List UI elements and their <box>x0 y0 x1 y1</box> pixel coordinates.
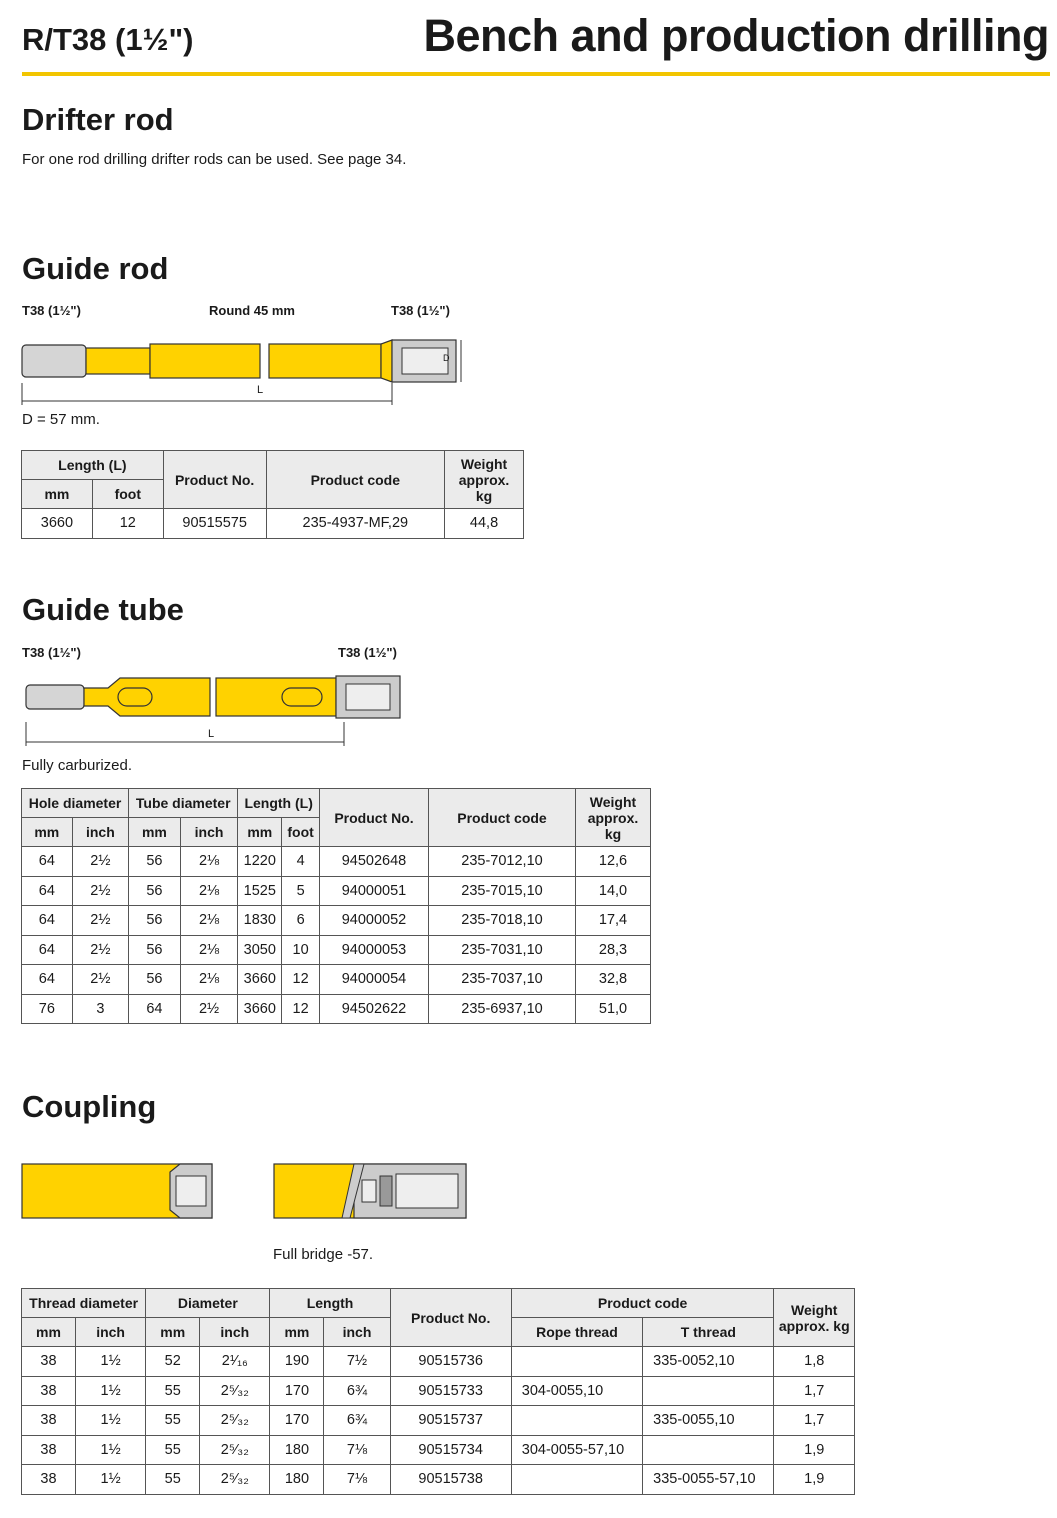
th-length: Length <box>270 1289 390 1318</box>
table-cell: 90515734 <box>390 1435 511 1465</box>
table-cell: 17,4 <box>576 906 651 936</box>
table-cell: 304-0055-57,10 <box>511 1435 642 1465</box>
table-cell: 1½ <box>75 1465 145 1495</box>
table-cell: 38 <box>22 1406 76 1436</box>
table-cell: 2⁵⁄₃₂ <box>200 1406 270 1436</box>
table-cell: 235-7012,10 <box>429 847 576 877</box>
table-cell: 304-0055,10 <box>511 1376 642 1406</box>
table-row <box>22 1347 855 1377</box>
table-cell: 170 <box>270 1376 324 1406</box>
table-row <box>22 906 651 936</box>
th-inch: inch <box>324 1318 390 1347</box>
th-weight: Weight approx. kg <box>445 451 524 509</box>
th-mm: mm <box>22 480 93 509</box>
table-cell: 2⁵⁄₃₂ <box>200 1376 270 1406</box>
table-cell: 55 <box>146 1435 200 1465</box>
table-cell: 6 <box>282 906 320 936</box>
coupling-heading: Coupling <box>22 1089 157 1124</box>
table-cell: 90515738 <box>390 1465 511 1495</box>
table-cell: 64 <box>129 994 181 1024</box>
th-mm: mm <box>22 1318 76 1347</box>
th-mm: mm <box>129 818 181 847</box>
guide-rod-drawing <box>20 335 480 410</box>
table-cell: 94000054 <box>320 965 429 995</box>
table-cell: 335-0055,10 <box>643 1406 774 1436</box>
guide-tube-note: Fully carburized. <box>22 757 133 774</box>
table-cell: 335-0052,10 <box>643 1347 774 1377</box>
table-row <box>22 935 651 965</box>
guide-rod-label-mid: Round 45 mm <box>209 303 295 318</box>
table-cell: 12 <box>282 965 320 995</box>
table-cell: 235-7018,10 <box>429 906 576 936</box>
cell-product-code: 235-4937-MF,29 <box>266 509 444 539</box>
guide-tube-label-right: T38 (1½") <box>338 645 397 660</box>
guide-rod-label-left: T38 (1½") <box>22 303 81 318</box>
table-row <box>22 1376 855 1406</box>
th-diameter: Diameter <box>146 1289 270 1318</box>
table-cell: 1,7 <box>774 1376 855 1406</box>
table-cell: 2½ <box>72 847 128 877</box>
table-cell: 2⅛ <box>180 965 238 995</box>
table-cell: 2½ <box>180 994 238 1024</box>
coupling-rope-thread-drawing <box>20 1160 216 1224</box>
cell-product-no: 90515575 <box>163 509 266 539</box>
table-cell: 56 <box>129 876 181 906</box>
table-cell: 1,9 <box>774 1435 855 1465</box>
th-thread-diameter: Thread diameter <box>22 1289 146 1318</box>
drifter-rod-heading: Drifter rod <box>22 102 174 137</box>
table-cell: 38 <box>22 1465 76 1495</box>
table-cell: 2⁵⁄₃₂ <box>200 1465 270 1495</box>
table-cell: 235-7031,10 <box>429 935 576 965</box>
table-cell: 55 <box>146 1465 200 1495</box>
table-cell: 55 <box>146 1406 200 1436</box>
table-cell: 64 <box>22 935 73 965</box>
table-cell: 14,0 <box>576 876 651 906</box>
table-cell: 10 <box>282 935 320 965</box>
table-cell: 64 <box>22 906 73 936</box>
table-cell: 90515737 <box>390 1406 511 1436</box>
table-cell: 6¾ <box>324 1376 390 1406</box>
th-product-code: Product code <box>429 789 576 847</box>
table-cell: 94000051 <box>320 876 429 906</box>
table-cell: 28,3 <box>576 935 651 965</box>
table-cell: 1220 <box>238 847 282 877</box>
guide-tube-dim-l: L <box>208 728 215 740</box>
table-cell: 190 <box>270 1347 324 1377</box>
table-row <box>22 876 651 906</box>
table-cell: 1,7 <box>774 1406 855 1436</box>
table-cell: 2⁵⁄₃₂ <box>200 1435 270 1465</box>
table-row <box>22 1406 855 1436</box>
table-cell: 2⅛ <box>180 935 238 965</box>
th-foot: foot <box>92 480 163 509</box>
table-cell: 2⅛ <box>180 906 238 936</box>
table-cell <box>643 1376 774 1406</box>
th-rope-thread: Rope thread <box>511 1318 642 1347</box>
table-row <box>22 965 651 995</box>
cell-weight: 44,8 <box>445 509 524 539</box>
th-mm: mm <box>22 818 73 847</box>
table-cell: 90515736 <box>390 1347 511 1377</box>
table-cell: 94000053 <box>320 935 429 965</box>
th-product-code: Product code <box>266 451 444 509</box>
th-foot: foot <box>282 818 320 847</box>
table-cell: 3050 <box>238 935 282 965</box>
guide-tube-heading: Guide tube <box>22 592 184 627</box>
table-cell: 1,8 <box>774 1347 855 1377</box>
table-cell: 1830 <box>238 906 282 936</box>
table-cell: 56 <box>129 906 181 936</box>
coupling-t-thread-drawing <box>272 1160 472 1224</box>
th-length: Length (L) <box>238 789 320 818</box>
table-cell: 235-7015,10 <box>429 876 576 906</box>
table-cell: 335-0055-57,10 <box>643 1465 774 1495</box>
table-cell: 55 <box>146 1376 200 1406</box>
th-mm: mm <box>146 1318 200 1347</box>
table-cell: 2⅛ <box>180 847 238 877</box>
drifter-rod-text: For one rod drilling drifter rods can be used. See page 34. <box>22 151 407 168</box>
guide-tube-drawing <box>20 672 410 752</box>
guide-rod-table <box>21 450 524 539</box>
th-length: Length (L) <box>22 451 164 480</box>
table-cell <box>511 1347 642 1377</box>
guide-tube-label-left: T38 (1½") <box>22 645 81 660</box>
table-row <box>22 994 651 1024</box>
table-cell: 7½ <box>324 1347 390 1377</box>
th-product-no: Product No. <box>320 789 429 847</box>
table-cell <box>511 1465 642 1495</box>
table-cell: 56 <box>129 847 181 877</box>
table-cell: 1½ <box>75 1347 145 1377</box>
table-cell: 235-7037,10 <box>429 965 576 995</box>
table-cell: 3660 <box>238 965 282 995</box>
table-cell: 180 <box>270 1465 324 1495</box>
table-cell: 3 <box>72 994 128 1024</box>
table-cell: 52 <box>146 1347 200 1377</box>
th-product-no: Product No. <box>163 451 266 509</box>
table-cell: 12,6 <box>576 847 651 877</box>
table-cell: 1½ <box>75 1376 145 1406</box>
guide-rod-heading: Guide rod <box>22 251 169 286</box>
th-weight: Weight approx. kg <box>774 1289 855 1347</box>
table-row <box>22 1435 855 1465</box>
coupling-note: Full bridge -57. <box>273 1246 374 1263</box>
th-product-code: Product code <box>511 1289 774 1318</box>
th-weight: Weight approx. kg <box>576 789 651 847</box>
table-cell: 64 <box>22 847 73 877</box>
guide-rod-dim-d: D <box>443 353 450 363</box>
table-cell: 7⅛ <box>324 1465 390 1495</box>
table-cell: 1525 <box>238 876 282 906</box>
table-cell: 235-6937,10 <box>429 994 576 1024</box>
table-cell: 76 <box>22 994 73 1024</box>
guide-rod-note: D = 57 mm. <box>22 411 100 428</box>
page-section-label: R/T38 (1½") <box>22 22 194 57</box>
table-cell: 32,8 <box>576 965 651 995</box>
table-cell: 1,9 <box>774 1465 855 1495</box>
table-cell: 2¹⁄₁₆ <box>200 1347 270 1377</box>
cell-mm: 3660 <box>22 509 93 539</box>
table-cell: 38 <box>22 1376 76 1406</box>
table-cell: 5 <box>282 876 320 906</box>
th-mm: mm <box>238 818 282 847</box>
table-cell: 38 <box>22 1435 76 1465</box>
table-cell: 51,0 <box>576 994 651 1024</box>
table-cell <box>643 1435 774 1465</box>
guide-rod-dim-l: L <box>257 384 264 396</box>
table-cell: 94502622 <box>320 994 429 1024</box>
th-inch: inch <box>75 1318 145 1347</box>
table-cell: 2½ <box>72 935 128 965</box>
table-cell: 2½ <box>72 965 128 995</box>
table-cell: 12 <box>282 994 320 1024</box>
table-cell: 38 <box>22 1347 76 1377</box>
th-hole-diameter: Hole diameter <box>22 789 129 818</box>
table-cell: 3660 <box>238 994 282 1024</box>
table-cell: 64 <box>22 876 73 906</box>
table-cell: 64 <box>22 965 73 995</box>
table-row <box>22 847 651 877</box>
page-title: Bench and production drilling <box>423 10 1049 61</box>
th-t-thread: T thread <box>643 1318 774 1347</box>
th-mm: mm <box>270 1318 324 1347</box>
th-product-no: Product No. <box>390 1289 511 1347</box>
table-cell: 2½ <box>72 906 128 936</box>
table-cell: 94502648 <box>320 847 429 877</box>
header-divider <box>22 72 1050 76</box>
table-cell: 4 <box>282 847 320 877</box>
table-cell: 2½ <box>72 876 128 906</box>
guide-tube-table <box>21 788 651 1024</box>
guide-rod-label-right: T38 (1½") <box>391 303 450 318</box>
table-row <box>22 509 524 539</box>
table-row <box>22 1465 855 1495</box>
table-cell: 94000052 <box>320 906 429 936</box>
table-cell <box>511 1406 642 1436</box>
coupling-table <box>21 1288 855 1495</box>
th-inch: inch <box>200 1318 270 1347</box>
table-cell: 56 <box>129 935 181 965</box>
table-cell: 90515733 <box>390 1376 511 1406</box>
cell-foot: 12 <box>92 509 163 539</box>
th-inch: inch <box>180 818 238 847</box>
table-cell: 170 <box>270 1406 324 1436</box>
th-inch: inch <box>72 818 128 847</box>
table-cell: 1½ <box>75 1406 145 1436</box>
th-tube-diameter: Tube diameter <box>129 789 238 818</box>
table-cell: 7⅛ <box>324 1435 390 1465</box>
table-cell: 1½ <box>75 1435 145 1465</box>
table-cell: 180 <box>270 1435 324 1465</box>
table-cell: 2⅛ <box>180 876 238 906</box>
table-cell: 6¾ <box>324 1406 390 1436</box>
table-cell: 56 <box>129 965 181 995</box>
